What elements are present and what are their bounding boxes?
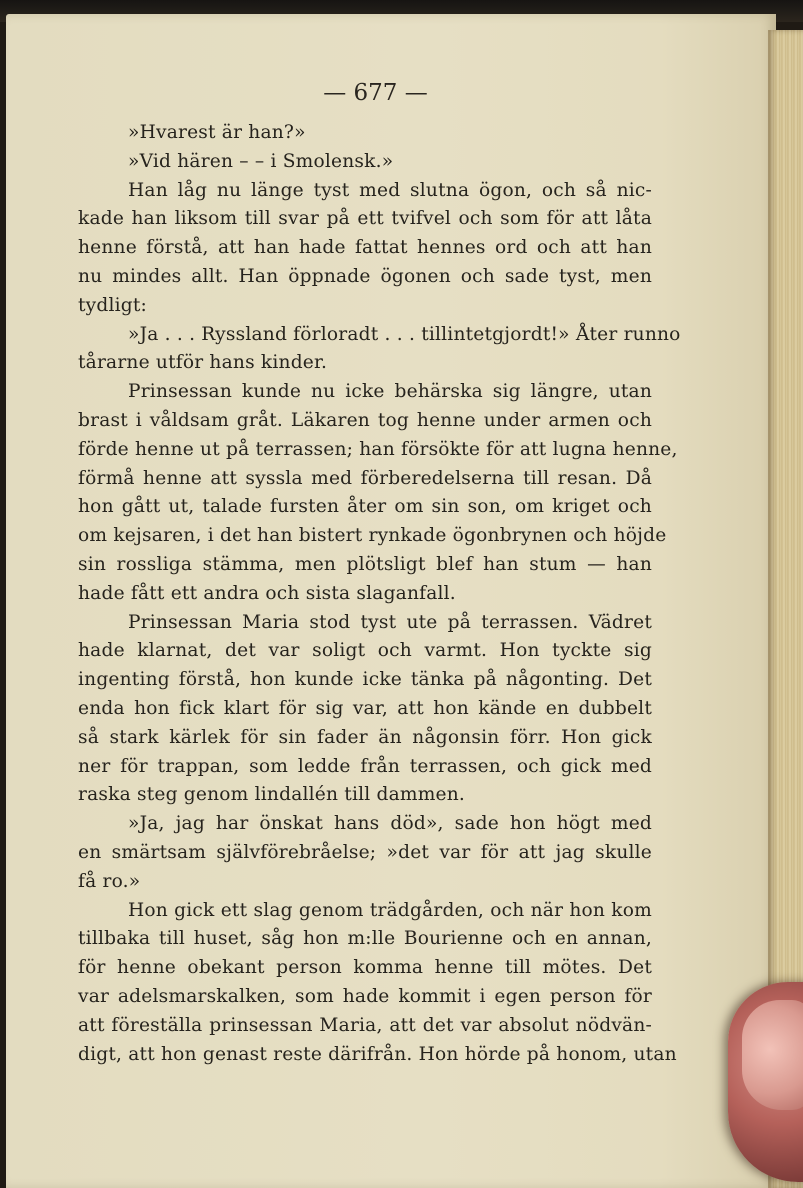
text-line: »Ja . . . Ryssland förloradt . . . tillintetgjordt!» Åter runno <box>128 323 681 345</box>
text-line: ner för trappan, som ledde från terrassen, och gick med <box>78 755 652 777</box>
text-line: henne förstå, att han hade fattat hennes ord och att han <box>78 237 652 259</box>
text-line: Prinsessan Maria stod tyst ute på terrassen. Vädret <box>128 611 652 633</box>
text-line: Prinsessan kunde nu icke behärska sig längre, utan <box>128 381 652 403</box>
text-line: var adelsmarskalken, som hade kommit i egen person för <box>78 985 652 1007</box>
text-line: förmå henne att syssla med förberedelserna till resan. Då <box>78 467 652 489</box>
text-line: ingenting förstå, hon kunde icke tänka på någonting. Det <box>78 669 652 691</box>
text-line: »Hvarest är han?» <box>128 122 306 143</box>
text-line: tydligt: <box>78 294 148 316</box>
text-line: digt, att hon genast reste därifrån. Hon hörde på honom, utan <box>78 1043 677 1065</box>
text-line: brast i våldsam gråt. Läkaren tog henne under armen och <box>78 409 652 431</box>
text-line: få ro.» <box>78 870 141 892</box>
text-line: tårarne utför hans kinder. <box>78 352 328 374</box>
text-line: om kejsaren, i det han bistert rynkade ögonbrynen och höjde <box>78 525 667 547</box>
text-line: »Ja, jag har önskat hans död», sade hon högt med <box>128 813 652 835</box>
text-line: enda hon fick klart för sig var, att hon kände en dubbelt <box>78 697 652 719</box>
text-line: sin rossliga stämma, men plötsligt blef han stum — han <box>78 553 652 575</box>
text-line: för henne obekant person komma henne till mötes. Det <box>78 957 652 979</box>
text-line: Hon gick ett slag genom trädgården, och när hon kom <box>128 899 652 921</box>
text-line: hade fått ett andra och sista slaganfall. <box>78 582 456 604</box>
text-line: förde henne ut på terrassen; han försökte för att lugna henne, <box>78 438 678 460</box>
text-line: raska steg genom lindallén till dammen. <box>78 784 466 806</box>
text-line: att föreställa prinsessan Maria, att det var absolut nödvän- <box>78 1014 652 1036</box>
text-line: tillbaka till huset, såg hon m:lle Bourienne och en annan, <box>78 928 652 950</box>
text-line: kade han liksom till svar på ett tvifvel och som för att låta <box>78 208 652 230</box>
text-line: hade klarnat, det var soligt och varmt. Hon tyckte sig <box>78 640 652 662</box>
page-number: — 677 — <box>323 80 428 106</box>
text-line: hon gått ut, talade fursten åter om sin son, om kriget och <box>78 496 652 518</box>
text-line: så stark kärlek för sin fader än någonsin förr. Hon gick <box>78 726 652 748</box>
page-text <box>78 119 681 1069</box>
text-line: en smärtsam självförebråelse; »det var för att jag skulle <box>78 841 652 863</box>
fingernail <box>742 1000 803 1110</box>
text-line: nu mindes allt. Han öppnade ögonen och sade tyst, men <box>78 265 652 287</box>
text-line: Han låg nu länge tyst med slutna ögon, och så nic- <box>128 179 652 201</box>
text-line: »Vid hären – – i Smolensk.» <box>128 150 394 172</box>
